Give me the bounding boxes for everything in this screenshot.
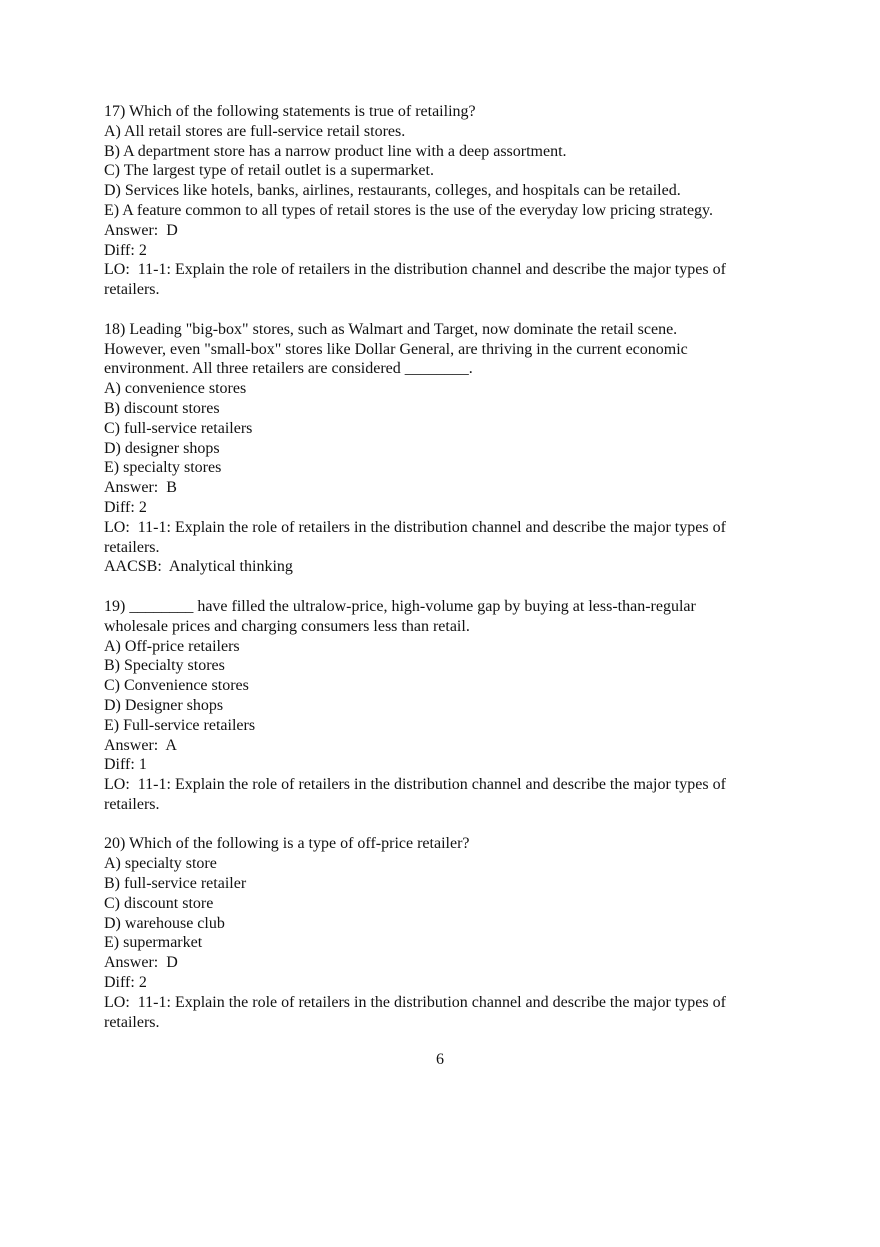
answer: Answer: D bbox=[104, 221, 178, 239]
learning-objective: LO: 11-1: Explain the role of retailers in the distribution channel and describe the major types of bbox=[104, 261, 726, 279]
answer: Answer: D bbox=[104, 954, 178, 972]
option-c: C) full-service retailers bbox=[104, 419, 253, 437]
option-d: D) warehouse club bbox=[104, 914, 225, 932]
spacer bbox=[104, 815, 794, 835]
learning-objective-continued: retailers. bbox=[104, 281, 160, 299]
option-c: C) The largest type of retail outlet is a supermarket. bbox=[104, 162, 434, 180]
question-text: 17) Which of the following statements is true of retailing? bbox=[104, 103, 476, 120]
option-b: B) A department store has a narrow product line with a deep assortment. bbox=[104, 142, 567, 160]
option-d: D) Designer shops bbox=[104, 696, 224, 714]
option-a: A) specialty store bbox=[104, 855, 217, 873]
learning-objective: LO: 11-1: Explain the role of retailers in the distribution channel and describe the major types of bbox=[104, 776, 726, 794]
question-text: 18) Leading "big-box" stores, such as Walmart and Target, now dominate the retail scene. bbox=[104, 320, 678, 338]
answer: Answer: A bbox=[104, 736, 177, 754]
option-c: C) discount store bbox=[104, 894, 214, 912]
question-text-continued: wholesale prices and charging consumers less than retail. bbox=[104, 617, 470, 635]
option-a: A) All retail stores are full-service retail stores. bbox=[104, 122, 406, 140]
question-text-continued: However, even "small-box" stores like Dollar General, are thriving in the current economic bbox=[104, 340, 688, 358]
difficulty: Diff: 2 bbox=[104, 498, 147, 516]
spacer bbox=[104, 577, 794, 597]
answer: Answer: B bbox=[104, 479, 177, 497]
option-e: E) specialty stores bbox=[104, 459, 222, 477]
question-20 bbox=[104, 834, 794, 1032]
aacsb-tag: AACSB: Analytical thinking bbox=[104, 558, 293, 576]
learning-objective: LO: 11-1: Explain the role of retailers in the distribution channel and describe the major types of bbox=[104, 518, 726, 536]
spacer bbox=[104, 300, 794, 320]
question-17 bbox=[104, 102, 794, 300]
option-d: D) designer shops bbox=[104, 439, 220, 457]
page-number: 6 bbox=[436, 1051, 444, 1068]
question-19 bbox=[104, 597, 794, 815]
learning-objective-continued: retailers. bbox=[104, 795, 160, 813]
difficulty: Diff: 2 bbox=[104, 974, 147, 992]
option-e: E) Full-service retailers bbox=[104, 716, 256, 734]
question-text: 19) ________ have filled the ultralow-price, high-volume gap by buying at less-than-regular bbox=[104, 597, 696, 615]
option-e: E) supermarket bbox=[104, 934, 203, 952]
question-18 bbox=[104, 320, 794, 577]
option-c: C) Convenience stores bbox=[104, 677, 249, 695]
question-text-continued: environment. All three retailers are considered ________. bbox=[104, 360, 473, 378]
learning-objective-continued: retailers. bbox=[104, 538, 160, 556]
option-d: D) Services like hotels, banks, airlines, restaurants, colleges, and hospitals can be retailed. bbox=[104, 182, 681, 200]
option-a: A) Off-price retailers bbox=[104, 637, 240, 655]
document-page-content bbox=[104, 102, 794, 1032]
question-text: 20) Which of the following is a type of off-price retailer? bbox=[104, 835, 470, 853]
option-b: B) discount stores bbox=[104, 399, 220, 417]
option-b: B) Specialty stores bbox=[104, 657, 225, 675]
option-b: B) full-service retailer bbox=[104, 875, 247, 893]
option-e: E) A feature common to all types of retail stores is the use of the everyday low pricing strategy. bbox=[104, 201, 714, 219]
difficulty: Diff: 1 bbox=[104, 756, 147, 774]
option-a: A) convenience stores bbox=[104, 380, 247, 398]
learning-objective: LO: 11-1: Explain the role of retailers in the distribution channel and describe the major types of bbox=[104, 993, 726, 1011]
difficulty: Diff: 2 bbox=[104, 241, 147, 259]
learning-objective-continued: retailers. bbox=[104, 1013, 160, 1031]
